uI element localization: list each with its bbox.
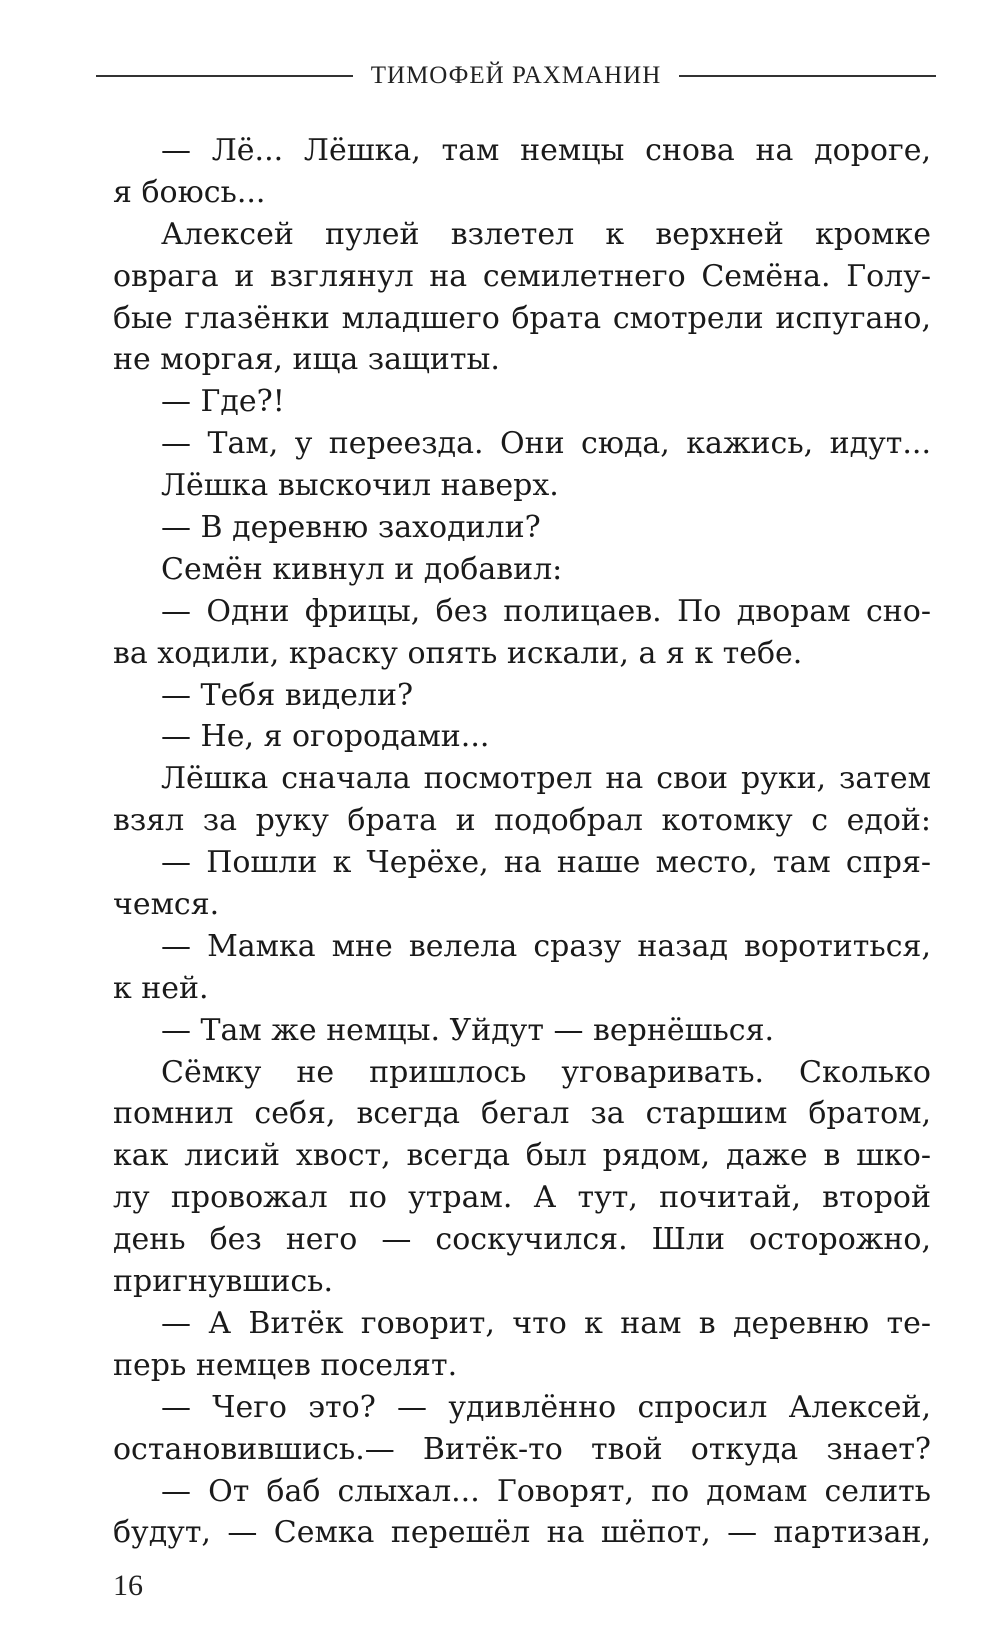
running-header-title: ТИМОФЕЙ РАХМАНИН [370, 62, 662, 89]
text-line: — Лё... Лёшка, там немцы снова на дороге, [161, 133, 931, 168]
text-line: — Тебя видели? [161, 677, 414, 713]
text-line: — Не, я огородами... [161, 719, 490, 755]
text-line: — В деревню заходили? [161, 510, 541, 546]
text-line: — А Витёк говорит, что к нам в деревню те- [161, 1305, 931, 1341]
text-line: перь немцев поселят. [113, 1347, 458, 1383]
text-line: — Мамка мне велела сразу назад воротиться, [161, 928, 931, 964]
text-line: — От баб слыхал... Говорят, по домам селить [161, 1473, 931, 1509]
running-header [96, 56, 936, 96]
body-text [113, 130, 931, 1554]
text-line: ва ходили, краску опять искали, а я к тебе. [113, 635, 803, 671]
text-line: лу провожал по утрам. А тут, почитай, второй [113, 1180, 931, 1216]
text-line: остановившись.— Витёк-то твой откуда знает? [113, 1431, 931, 1467]
header-rule-left [96, 75, 353, 77]
text-line: — Где?! [161, 384, 285, 420]
header-rule-right [679, 75, 936, 77]
text-line: — Там же немцы. Уйдут — вернёшься. [161, 1012, 775, 1048]
text-line: я боюсь... [113, 174, 266, 210]
text-line: как лисий хвост, всегда был рядом, даже в шко- [113, 1138, 931, 1174]
text-line: Сёмку не пришлось уговаривать. Сколько [161, 1054, 931, 1090]
text-line: — Чего это? — удивлённо спросил Алексей, [161, 1389, 931, 1425]
text-line: взял за руку брата и подобрал котомку с едой: [113, 803, 931, 839]
text-line: помнил себя, всегда бегал за старшим братом, [113, 1096, 931, 1132]
text-line: Семён кивнул и добавил: [161, 551, 563, 587]
page-number: 16 [113, 1569, 143, 1602]
text-line: — Пошли к Черёхе, на наше место, там спря- [161, 845, 931, 881]
text-line: Лёшка сначала посмотрел на свои руки, затем [161, 761, 931, 797]
text-line: бые глазёнки младшего брата смотрели испугано, [113, 300, 931, 336]
text-line: — Там, у переезда. Они сюда, кажись, идут... [161, 426, 931, 462]
text-line: Лёшка выскочил наверх. [161, 468, 559, 504]
text-line: не моргая, ища защиты. [113, 342, 500, 378]
text-line: будут, — Семка перешёл на шёпот, — партизан, [113, 1515, 931, 1551]
text-line: — Одни фрицы, без полицаев. По дворам сно- [161, 593, 931, 629]
text-line: оврага и взглянул на семилетнего Семёна. Голу- [113, 258, 931, 294]
text-line: пригнувшись. [113, 1264, 334, 1300]
text-line: чемся. [113, 887, 220, 923]
text-line: Алексей пулей взлетел к верхней кромке [161, 216, 931, 252]
text-line: к ней. [113, 970, 209, 1006]
text-line: день без него — соскучился. Шли осторожно, [113, 1222, 931, 1258]
